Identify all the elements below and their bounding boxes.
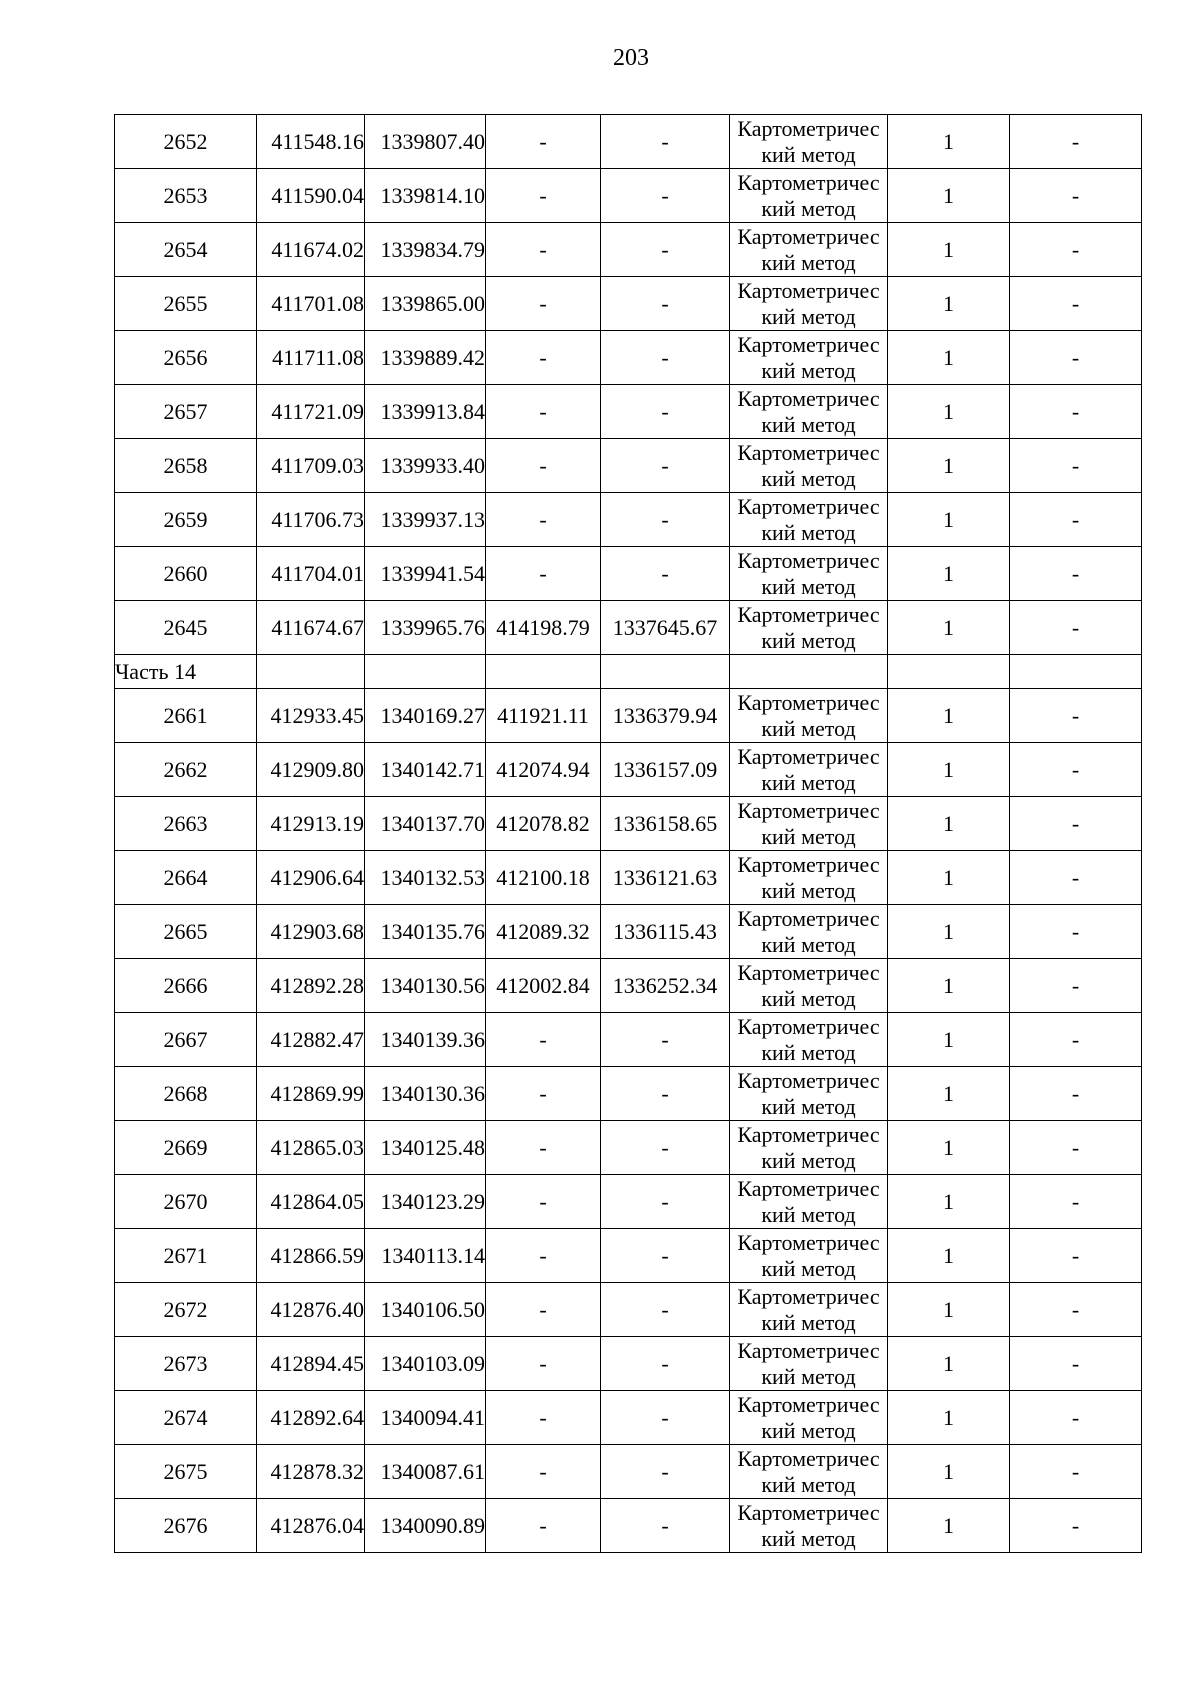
previous-y-cell: 1336115.43 <box>601 905 730 959</box>
previous-x-cell: - <box>486 115 601 169</box>
table-row <box>115 1013 1142 1067</box>
table-row <box>115 1337 1142 1391</box>
method-line-1: Картометричес <box>737 331 880 357</box>
precision-cell: 1 <box>888 851 1010 905</box>
note-cell: - <box>1010 1445 1142 1499</box>
method-line-2: кий метод <box>761 1417 856 1443</box>
previous-y-cell: - <box>601 439 730 493</box>
precision-cell: 1 <box>888 223 1010 277</box>
method-line-1: Картометричес <box>737 385 880 411</box>
note-cell: - <box>1010 1283 1142 1337</box>
x-coordinate-cell: 412892.64 <box>257 1391 365 1445</box>
method-line-2: кий метод <box>761 1525 856 1551</box>
precision-cell: 1 <box>888 115 1010 169</box>
note-cell: - <box>1010 277 1142 331</box>
previous-y-cell: - <box>601 1121 730 1175</box>
method-cell <box>730 689 888 743</box>
method-line-1: Картометричес <box>737 1499 880 1525</box>
point-number-cell: 2654 <box>115 223 257 277</box>
method-cell <box>730 223 888 277</box>
method-line-1: Картометричес <box>737 1175 880 1201</box>
previous-y-cell: - <box>601 385 730 439</box>
table-body <box>115 115 1142 1553</box>
x-coordinate-cell: 412892.28 <box>257 959 365 1013</box>
method-line-2: кий метод <box>761 931 856 957</box>
point-number-cell: 2662 <box>115 743 257 797</box>
precision-cell: 1 <box>888 1229 1010 1283</box>
previous-x-cell: - <box>486 277 601 331</box>
table-row <box>115 1499 1142 1553</box>
method-line-1: Картометричес <box>737 115 880 141</box>
table-row <box>115 331 1142 385</box>
previous-y-cell: - <box>601 493 730 547</box>
previous-x-cell: - <box>486 1229 601 1283</box>
method-line-2: кий метод <box>761 1471 856 1497</box>
point-number-cell: 2655 <box>115 277 257 331</box>
point-number-cell: 2669 <box>115 1121 257 1175</box>
method-line-1: Картометричес <box>737 743 880 769</box>
y-coordinate-cell: 1340113.14 <box>365 1229 486 1283</box>
note-cell: - <box>1010 1067 1142 1121</box>
table-row <box>115 851 1142 905</box>
method-line-1: Картометричес <box>737 601 880 627</box>
note-cell: - <box>1010 743 1142 797</box>
point-number-cell: 2665 <box>115 905 257 959</box>
point-number-cell: 2656 <box>115 331 257 385</box>
note-cell: - <box>1010 689 1142 743</box>
x-coordinate-cell: 412913.19 <box>257 797 365 851</box>
previous-y-cell: 1336379.94 <box>601 689 730 743</box>
previous-x-cell: 412002.84 <box>486 959 601 1013</box>
y-coordinate-cell: 1339889.42 <box>365 331 486 385</box>
point-number-cell: 2645 <box>115 601 257 655</box>
previous-y-cell: - <box>601 1337 730 1391</box>
previous-x-cell: - <box>486 1391 601 1445</box>
x-coordinate-cell: 411701.08 <box>257 277 365 331</box>
method-cell <box>730 115 888 169</box>
x-coordinate-cell: 412906.64 <box>257 851 365 905</box>
x-coordinate-cell: 411548.16 <box>257 115 365 169</box>
note-cell: - <box>1010 1121 1142 1175</box>
method-cell <box>730 439 888 493</box>
method-line-1: Картометричес <box>737 797 880 823</box>
method-cell <box>730 905 888 959</box>
precision-cell: 1 <box>888 1337 1010 1391</box>
x-coordinate-cell: 412878.32 <box>257 1445 365 1499</box>
x-coordinate-cell: 412909.80 <box>257 743 365 797</box>
x-coordinate-cell: 411674.67 <box>257 601 365 655</box>
table-row <box>115 797 1142 851</box>
precision-cell: 1 <box>888 439 1010 493</box>
table-row <box>115 1445 1142 1499</box>
method-cell <box>730 601 888 655</box>
previous-x-cell: - <box>486 439 601 493</box>
table-row <box>115 1175 1142 1229</box>
previous-x-cell: - <box>486 547 601 601</box>
table-row <box>115 547 1142 601</box>
method-line-2: кий метод <box>761 1147 856 1173</box>
note-cell: - <box>1010 385 1142 439</box>
y-coordinate-cell: 1340106.50 <box>365 1283 486 1337</box>
y-coordinate-cell: 1340137.70 <box>365 797 486 851</box>
y-coordinate-cell: 1340087.61 <box>365 1445 486 1499</box>
precision-cell: 1 <box>888 277 1010 331</box>
previous-y-cell: - <box>601 1067 730 1121</box>
table-row <box>115 493 1142 547</box>
method-cell <box>730 1391 888 1445</box>
method-cell <box>730 547 888 601</box>
precision-cell: 1 <box>888 331 1010 385</box>
note-cell: - <box>1010 1229 1142 1283</box>
table-row <box>115 169 1142 223</box>
previous-y-cell: 1336252.34 <box>601 959 730 1013</box>
note-cell: - <box>1010 1175 1142 1229</box>
x-coordinate-cell: 411709.03 <box>257 439 365 493</box>
precision-cell: 1 <box>888 1013 1010 1067</box>
method-line-1: Картометричес <box>737 1391 880 1417</box>
note-cell: - <box>1010 493 1142 547</box>
method-cell <box>730 1067 888 1121</box>
method-line-1: Картометричес <box>737 1121 880 1147</box>
previous-y-cell: 1336121.63 <box>601 851 730 905</box>
y-coordinate-cell: 1340103.09 <box>365 1337 486 1391</box>
previous-x-cell: 412100.18 <box>486 851 601 905</box>
y-coordinate-cell: 1340139.36 <box>365 1013 486 1067</box>
method-line-1: Картометричес <box>737 689 880 715</box>
precision-cell: 1 <box>888 169 1010 223</box>
y-coordinate-cell: 1339941.54 <box>365 547 486 601</box>
point-number-cell: 2661 <box>115 689 257 743</box>
method-cell <box>730 1283 888 1337</box>
point-number-cell: 2657 <box>115 385 257 439</box>
method-line-1: Картометричес <box>737 1229 880 1255</box>
method-line-2: кий метод <box>761 1039 856 1065</box>
previous-y-cell: - <box>601 169 730 223</box>
point-number-cell: 2653 <box>115 169 257 223</box>
previous-y-cell: - <box>601 331 730 385</box>
previous-x-cell: - <box>486 1337 601 1391</box>
note-cell: - <box>1010 1391 1142 1445</box>
table-row <box>115 1229 1142 1283</box>
x-coordinate-cell: 412864.05 <box>257 1175 365 1229</box>
table-row <box>115 959 1142 1013</box>
previous-y-cell: - <box>601 1283 730 1337</box>
point-number-cell: 2671 <box>115 1229 257 1283</box>
previous-x-cell: - <box>486 331 601 385</box>
x-coordinate-cell: 412933.45 <box>257 689 365 743</box>
point-number-cell: 2667 <box>115 1013 257 1067</box>
table-row <box>115 689 1142 743</box>
method-line-2: кий метод <box>761 715 856 741</box>
table-row <box>115 743 1142 797</box>
previous-y-cell: - <box>601 1391 730 1445</box>
method-cell <box>730 1229 888 1283</box>
y-coordinate-cell: 1340125.48 <box>365 1121 486 1175</box>
method-line-1: Картометричес <box>737 547 880 573</box>
method-line-2: кий метод <box>761 357 856 383</box>
empty-cell <box>257 655 365 689</box>
precision-cell: 1 <box>888 1067 1010 1121</box>
previous-y-cell: 1336157.09 <box>601 743 730 797</box>
method-cell <box>730 743 888 797</box>
y-coordinate-cell: 1339834.79 <box>365 223 486 277</box>
table-row <box>115 1121 1142 1175</box>
precision-cell: 1 <box>888 1391 1010 1445</box>
empty-cell <box>888 655 1010 689</box>
previous-y-cell: 1337645.67 <box>601 601 730 655</box>
y-coordinate-cell: 1339814.10 <box>365 169 486 223</box>
previous-x-cell: - <box>486 1013 601 1067</box>
previous-x-cell: - <box>486 1121 601 1175</box>
method-cell <box>730 1499 888 1553</box>
method-line-2: кий метод <box>761 141 856 167</box>
method-line-1: Картометричес <box>737 1067 880 1093</box>
x-coordinate-cell: 412876.40 <box>257 1283 365 1337</box>
point-number-cell: 2676 <box>115 1499 257 1553</box>
method-line-1: Картометричес <box>737 439 880 465</box>
point-number-cell: 2659 <box>115 493 257 547</box>
table-row <box>115 1391 1142 1445</box>
y-coordinate-cell: 1340130.36 <box>365 1067 486 1121</box>
page-number: 203 <box>613 45 649 71</box>
method-line-2: кий метод <box>761 249 856 275</box>
point-number-cell: 2666 <box>115 959 257 1013</box>
table-row <box>115 905 1142 959</box>
precision-cell: 1 <box>888 1121 1010 1175</box>
empty-cell <box>730 655 888 689</box>
x-coordinate-cell: 412903.68 <box>257 905 365 959</box>
y-coordinate-cell: 1340123.29 <box>365 1175 486 1229</box>
previous-y-cell: - <box>601 277 730 331</box>
method-line-2: кий метод <box>761 195 856 221</box>
method-cell <box>730 385 888 439</box>
precision-cell: 1 <box>888 743 1010 797</box>
note-cell: - <box>1010 797 1142 851</box>
precision-cell: 1 <box>888 547 1010 601</box>
precision-cell: 1 <box>888 1499 1010 1553</box>
previous-y-cell: - <box>601 1499 730 1553</box>
previous-x-cell: - <box>486 1175 601 1229</box>
point-number-cell: 2675 <box>115 1445 257 1499</box>
x-coordinate-cell: 411704.01 <box>257 547 365 601</box>
precision-cell: 1 <box>888 905 1010 959</box>
note-cell: - <box>1010 331 1142 385</box>
point-number-cell: 2674 <box>115 1391 257 1445</box>
y-coordinate-cell: 1339807.40 <box>365 115 486 169</box>
y-coordinate-cell: 1340090.89 <box>365 1499 486 1553</box>
previous-y-cell: - <box>601 1229 730 1283</box>
method-cell <box>730 851 888 905</box>
method-line-2: кий метод <box>761 519 856 545</box>
previous-x-cell: 414198.79 <box>486 601 601 655</box>
previous-x-cell: - <box>486 1499 601 1553</box>
point-number-cell: 2660 <box>115 547 257 601</box>
point-number-cell: 2664 <box>115 851 257 905</box>
precision-cell: 1 <box>888 1175 1010 1229</box>
previous-x-cell: - <box>486 385 601 439</box>
precision-cell: 1 <box>888 1445 1010 1499</box>
x-coordinate-cell: 412882.47 <box>257 1013 365 1067</box>
y-coordinate-cell: 1340169.27 <box>365 689 486 743</box>
y-coordinate-cell: 1340135.76 <box>365 905 486 959</box>
previous-x-cell: 412074.94 <box>486 743 601 797</box>
x-coordinate-cell: 412894.45 <box>257 1337 365 1391</box>
y-coordinate-cell: 1340132.53 <box>365 851 486 905</box>
x-coordinate-cell: 411706.73 <box>257 493 365 547</box>
method-line-2: кий метод <box>761 627 856 653</box>
note-cell: - <box>1010 115 1142 169</box>
point-number-cell: 2663 <box>115 797 257 851</box>
method-line-2: кий метод <box>761 1255 856 1281</box>
x-coordinate-cell: 412865.03 <box>257 1121 365 1175</box>
previous-x-cell: - <box>486 1067 601 1121</box>
method-cell <box>730 493 888 547</box>
method-cell <box>730 1337 888 1391</box>
table-row <box>115 601 1142 655</box>
method-line-2: кий метод <box>761 1093 856 1119</box>
method-line-2: кий метод <box>761 1201 856 1227</box>
empty-cell <box>1010 655 1142 689</box>
method-line-1: Картометричес <box>737 1337 880 1363</box>
empty-cell <box>601 655 730 689</box>
x-coordinate-cell: 412876.04 <box>257 1499 365 1553</box>
table-row <box>115 385 1142 439</box>
method-cell <box>730 331 888 385</box>
point-number-cell: 2673 <box>115 1337 257 1391</box>
method-cell <box>730 797 888 851</box>
x-coordinate-cell: 411674.02 <box>257 223 365 277</box>
precision-cell: 1 <box>888 959 1010 1013</box>
method-line-2: кий метод <box>761 823 856 849</box>
previous-x-cell: 412089.32 <box>486 905 601 959</box>
method-line-2: кий метод <box>761 1363 856 1389</box>
note-cell: - <box>1010 1013 1142 1067</box>
table-row <box>115 439 1142 493</box>
y-coordinate-cell: 1339913.84 <box>365 385 486 439</box>
precision-cell: 1 <box>888 689 1010 743</box>
method-line-1: Картометричес <box>737 959 880 985</box>
previous-x-cell: - <box>486 1445 601 1499</box>
part-header-row <box>115 655 1142 689</box>
method-cell <box>730 959 888 1013</box>
method-line-2: кий метод <box>761 465 856 491</box>
y-coordinate-cell: 1340130.56 <box>365 959 486 1013</box>
y-coordinate-cell: 1339865.00 <box>365 277 486 331</box>
x-coordinate-cell: 411721.09 <box>257 385 365 439</box>
previous-y-cell: 1336158.65 <box>601 797 730 851</box>
note-cell: - <box>1010 905 1142 959</box>
x-coordinate-cell: 412866.59 <box>257 1229 365 1283</box>
method-line-2: кий метод <box>761 1309 856 1335</box>
note-cell: - <box>1010 851 1142 905</box>
empty-cell <box>486 655 601 689</box>
x-coordinate-cell: 411711.08 <box>257 331 365 385</box>
y-coordinate-cell: 1340142.71 <box>365 743 486 797</box>
method-line-1: Картометричес <box>737 1445 880 1471</box>
point-number-cell: 2668 <box>115 1067 257 1121</box>
previous-y-cell: - <box>601 223 730 277</box>
previous-x-cell: - <box>486 223 601 277</box>
method-line-1: Картометричес <box>737 851 880 877</box>
method-line-1: Картометричес <box>737 169 880 195</box>
previous-y-cell: - <box>601 1013 730 1067</box>
note-cell: - <box>1010 169 1142 223</box>
table-row <box>115 1067 1142 1121</box>
previous-x-cell: 411921.11 <box>486 689 601 743</box>
y-coordinate-cell: 1339965.76 <box>365 601 486 655</box>
x-coordinate-cell: 412869.99 <box>257 1067 365 1121</box>
method-line-1: Картометричес <box>737 1013 880 1039</box>
note-cell: - <box>1010 1499 1142 1553</box>
note-cell: - <box>1010 439 1142 493</box>
table-row <box>115 1283 1142 1337</box>
point-number-cell: 2670 <box>115 1175 257 1229</box>
method-line-2: кий метод <box>761 303 856 329</box>
previous-x-cell: - <box>486 493 601 547</box>
previous-x-cell: - <box>486 1283 601 1337</box>
precision-cell: 1 <box>888 385 1010 439</box>
method-cell <box>730 1121 888 1175</box>
precision-cell: 1 <box>888 493 1010 547</box>
method-line-2: кий метод <box>761 411 856 437</box>
method-line-2: кий метод <box>761 573 856 599</box>
method-line-1: Картометричес <box>737 223 880 249</box>
previous-x-cell: 412078.82 <box>486 797 601 851</box>
point-number-cell: 2658 <box>115 439 257 493</box>
x-coordinate-cell: 411590.04 <box>257 169 365 223</box>
method-line-1: Картометричес <box>737 905 880 931</box>
note-cell: - <box>1010 601 1142 655</box>
method-cell <box>730 1175 888 1229</box>
table-row <box>115 115 1142 169</box>
y-coordinate-cell: 1339937.13 <box>365 493 486 547</box>
precision-cell: 1 <box>888 1283 1010 1337</box>
note-cell: - <box>1010 1337 1142 1391</box>
method-cell <box>730 1445 888 1499</box>
method-line-2: кий метод <box>761 877 856 903</box>
previous-x-cell: - <box>486 169 601 223</box>
method-line-1: Картометричес <box>737 1283 880 1309</box>
precision-cell: 1 <box>888 601 1010 655</box>
previous-y-cell: - <box>601 547 730 601</box>
table-row <box>115 223 1142 277</box>
previous-y-cell: - <box>601 1445 730 1499</box>
note-cell: - <box>1010 223 1142 277</box>
method-cell <box>730 169 888 223</box>
note-cell: - <box>1010 547 1142 601</box>
point-number-cell: 2672 <box>115 1283 257 1337</box>
method-cell <box>730 277 888 331</box>
method-line-1: Картометричес <box>737 277 880 303</box>
y-coordinate-cell: 1340094.41 <box>365 1391 486 1445</box>
part-label: Часть 14 <box>115 655 257 689</box>
y-coordinate-cell: 1339933.40 <box>365 439 486 493</box>
method-line-2: кий метод <box>761 985 856 1011</box>
table-row <box>115 277 1142 331</box>
method-cell <box>730 1013 888 1067</box>
method-line-1: Картометричес <box>737 493 880 519</box>
point-number-cell: 2652 <box>115 115 257 169</box>
empty-cell <box>365 655 486 689</box>
previous-y-cell: - <box>601 1175 730 1229</box>
previous-y-cell: - <box>601 115 730 169</box>
coordinates-table <box>114 114 1142 1553</box>
method-line-2: кий метод <box>761 769 856 795</box>
note-cell: - <box>1010 959 1142 1013</box>
precision-cell: 1 <box>888 797 1010 851</box>
